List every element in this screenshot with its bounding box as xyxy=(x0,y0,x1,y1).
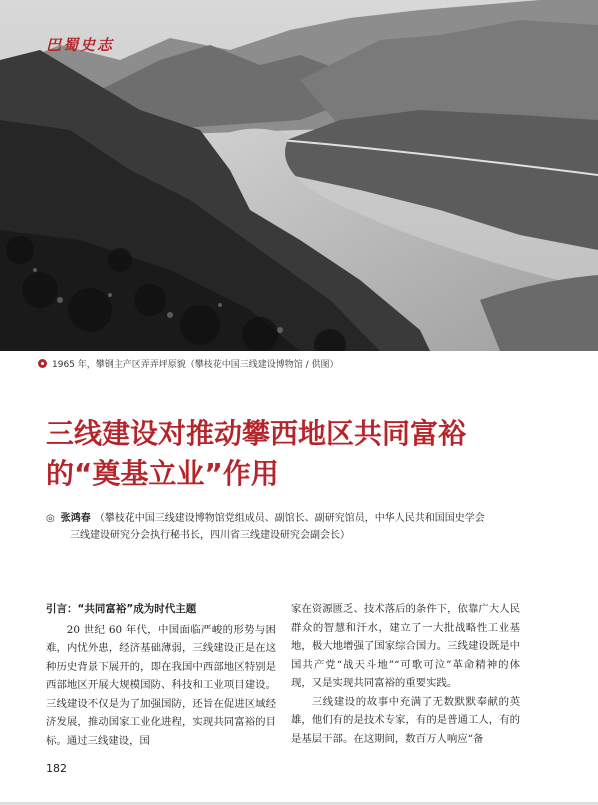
author-block xyxy=(46,510,546,544)
caption-bullet-icon xyxy=(38,359,47,368)
author-bio-line2: 三线建设研究分会执行秘书长，四川省三线建设研究会副会长） xyxy=(70,530,350,541)
page-number: 182 xyxy=(46,762,67,775)
body-column-right xyxy=(291,600,520,748)
paragraph-1-continued: 家在资源匮乏、技术落后的条件下，依靠广大人民群众的智慧和汗水，建立了一大批战略性工业基地，极大地增强了国家综合国力。三线建设既是中国共产党“战天斗地”“可歌可泣”革命精神的体现，又是实现共同富裕的重要实践。 xyxy=(291,603,520,689)
paragraph-1: 20 世纪 60 年代，中国面临严峻的形势与困难，内忧外患，经济基础薄弱，三线建设正是在这种历史背景下展开的，即在我国中西部地区特别是西部地区开展大规模国防、科技和工业项目建设。三线建设不仅是为了加强国防，还旨在促进区域经济发展，推动国家工业化进程，实现共同富裕的目标。通过三线建设，国 xyxy=(46,623,276,747)
author-bio-line1: （攀枝花中国三线建设博物馆党组成员、副馆长、副研究馆员，中华人民共和国国史学会 xyxy=(94,513,485,524)
body-column-left xyxy=(46,600,276,750)
author-name: 张鸿春 xyxy=(60,513,91,524)
paragraph-2: 三线建设的故事中充满了无数默默奉献的英雄，他们有的是技术专家，有的是普通工人，有的是基层干部。在这期间，数百万人响应“备 xyxy=(291,695,520,745)
photo-caption-text: 1965 年，攀钢主产区弄弄坪原貌（攀枝花中国三线建设博物馆 / 供图） xyxy=(52,360,339,370)
article-title-line2: 的“奠基立业”作用 xyxy=(46,457,279,490)
section-heading: 引言：“共同富裕”成为时代主题 xyxy=(46,603,197,615)
article-title-line1: 三线建设对推动攀西地区共同富裕 xyxy=(46,417,467,450)
photo-caption xyxy=(38,357,339,370)
author-mark-icon: ◎ xyxy=(46,513,55,524)
article-title xyxy=(46,414,466,494)
magazine-brand-logo: 巴蜀史志 xyxy=(46,36,115,54)
